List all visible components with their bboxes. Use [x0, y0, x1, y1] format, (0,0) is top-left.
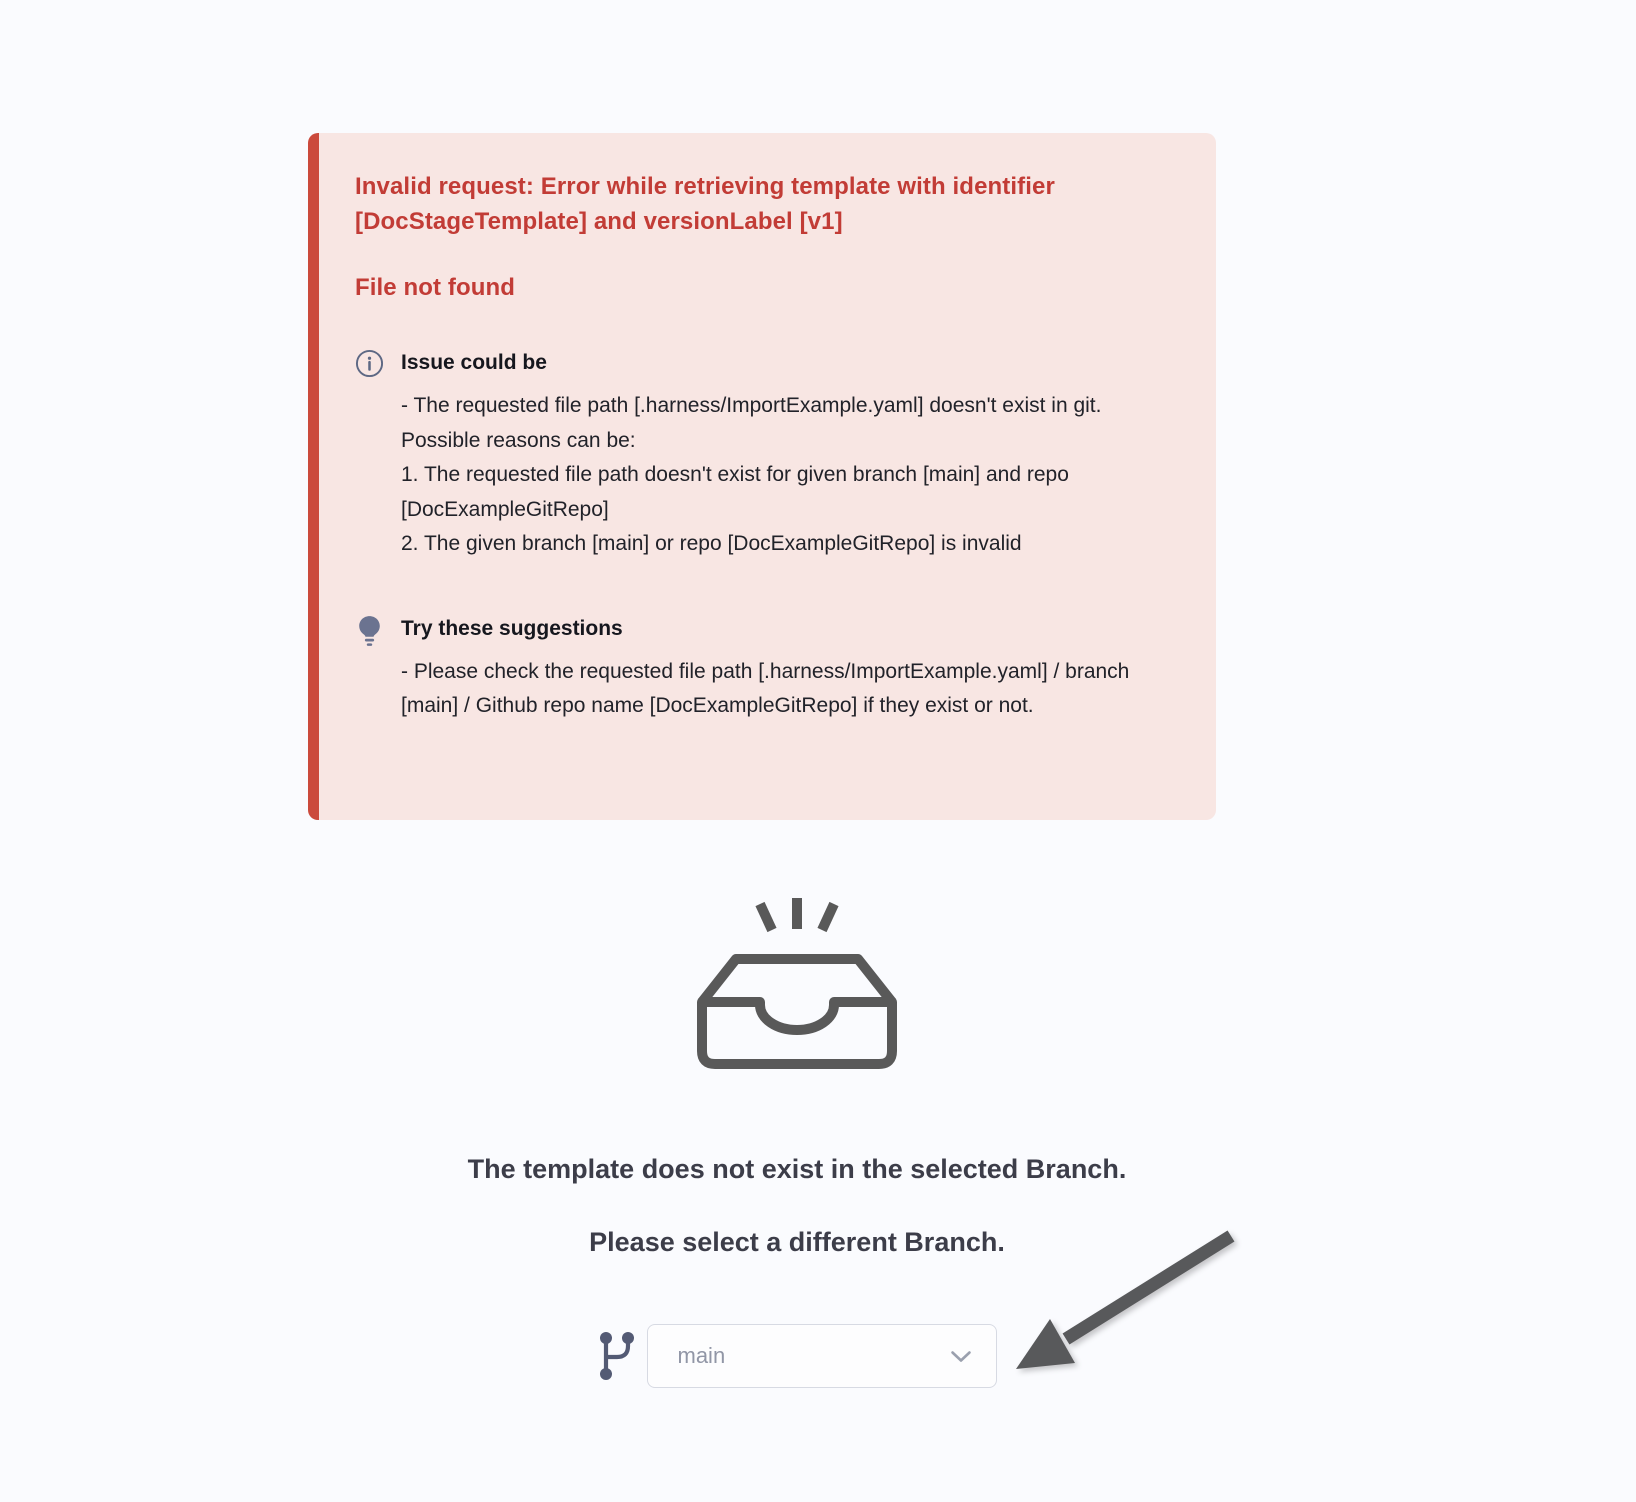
suggestion-line: - Please check the requested file path [.harness/ImportExample.yaml] / branch [main] / Github repo name [DocExampleGitRepo] if they exist or not. — [401, 659, 1130, 717]
issue-line: 2. The given branch [main] or repo [DocExampleGitRepo] is invalid — [401, 532, 1022, 555]
issue-heading: Issue could be — [401, 351, 547, 374]
error-alert — [308, 133, 1216, 820]
empty-state-message-primary: The template does not exist in the selected Branch. — [467, 1154, 1127, 1184]
suggestions-heading: Try these suggestions — [401, 616, 623, 640]
issue-line: 1. The requested file path doesn't exist for given branch [main] and repo [DocExampleGitRepo] — [401, 463, 1069, 521]
pointer-arrow-icon — [998, 1222, 1243, 1377]
suggestions-section — [355, 614, 1178, 724]
alert-subtitle: File not found — [355, 274, 516, 301]
issue-line: - The requested file path [.harness/ImportExample.yaml] doesn't exist in git. Possible reasons can be: — [401, 394, 1102, 452]
issue-section — [355, 348, 1178, 562]
chevron-down-icon — [950, 1350, 972, 1363]
branch-select[interactable] — [647, 1324, 997, 1388]
empty-state-message-secondary: Please select a different Branch. — [589, 1227, 1005, 1257]
branch-select-value: main — [677, 1343, 726, 1368]
empty-tray-icon — [696, 898, 898, 1070]
git-branch-icon — [598, 1330, 638, 1382]
lightbulb-icon — [355, 614, 383, 724]
info-circle-icon — [355, 348, 383, 562]
alert-title: Invalid request: Error while retrieving template with identifier [DocStageTemplate] and versionLabel [v1] — [355, 173, 1055, 235]
